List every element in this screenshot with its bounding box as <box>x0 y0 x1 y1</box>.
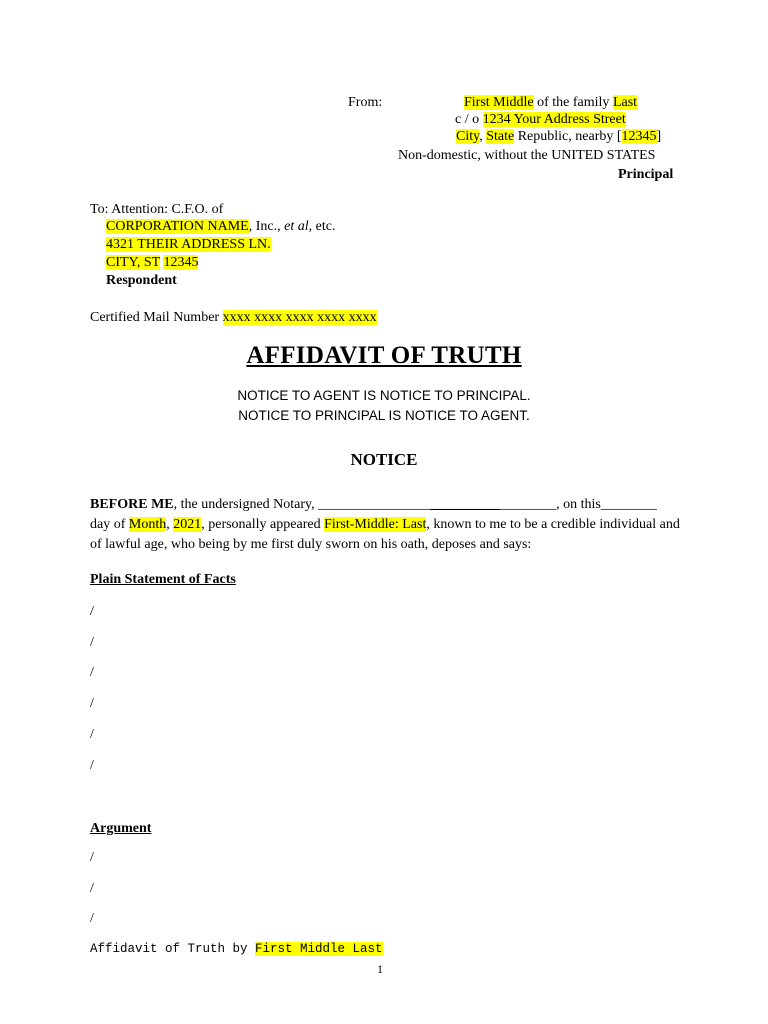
body-month: Month <box>128 517 167 532</box>
argument-slash-3: / <box>90 911 94 926</box>
argument-heading: Argument <box>90 821 152 836</box>
body-text-1b: __________ <box>430 497 501 512</box>
from-state-suffix: Republic, nearby [ <box>514 129 622 144</box>
body-year: 2021 <box>173 517 202 532</box>
to-attention: To: Attention: C.F.O. of <box>90 202 224 217</box>
argument-slash-2: / <box>90 881 94 896</box>
to-et-al: et al <box>284 219 309 234</box>
page-number: 1 <box>377 962 383 976</box>
from-city-comma: , <box>479 129 487 144</box>
from-city-line <box>456 128 661 146</box>
care-of-prefix: c / o <box>455 112 483 127</box>
footer-prefix: Affidavit of Truth by <box>90 942 256 956</box>
body-text-3: , personally appeared <box>201 517 325 532</box>
from-name-mid: of the family <box>533 95 613 110</box>
document-title: AFFIDAVIT OF TRUTH <box>246 342 522 369</box>
certified-number: xxxx xxxx xxxx xxxx xxxx <box>222 310 377 325</box>
from-non-domestic: Non-domestic, without the UNITED STATES <box>398 148 656 163</box>
body-text-4: , known to me to be a credible individual and of lawful age, who being by me first duly sworn on his oath, deposes and says: <box>90 517 680 552</box>
facts-slash-3: / <box>90 665 94 680</box>
from-care-of-line <box>455 111 626 129</box>
notice-line-1: NOTICE TO AGENT IS NOTICE TO PRINCIPAL. <box>237 388 531 403</box>
from-role: Principal <box>618 167 674 182</box>
from-address: 1234 Your Address Street <box>482 112 626 127</box>
body-text-1: , the undersigned Notary, ________________ <box>173 497 431 512</box>
facts-slash-6: / <box>90 758 94 773</box>
to-corp-mid: , Inc., <box>248 219 285 234</box>
argument-slash-1: / <box>90 850 94 865</box>
footer-line <box>90 942 383 956</box>
to-role: Respondent <box>106 273 177 288</box>
from-zip-close: ] <box>656 129 662 144</box>
from-zip: 12345 <box>621 129 657 144</box>
to-zip: 12345 <box>163 255 199 270</box>
to-address-line <box>106 236 271 254</box>
facts-slash-2: / <box>90 635 94 650</box>
facts-slash-4: / <box>90 696 94 711</box>
body-paragraph <box>90 495 680 555</box>
to-corporation-line <box>106 218 335 236</box>
body-text-1c: ________, on this________ <box>500 497 657 512</box>
from-last: Last <box>612 95 638 110</box>
from-label: From: <box>348 95 383 110</box>
to-city-st: CITY, ST <box>106 255 160 270</box>
notice-line-2: NOTICE TO PRINCIPAL IS NOTICE TO AGENT. <box>238 408 530 423</box>
from-name-line <box>464 94 637 112</box>
from-city: City <box>456 129 480 144</box>
facts-heading: Plain Statement of Facts <box>90 572 236 587</box>
to-corp-name: CORPORATION NAME <box>106 219 249 234</box>
certified-mail-line <box>90 309 377 327</box>
body-comma: , <box>166 517 174 532</box>
before-me: BEFORE ME <box>90 497 174 512</box>
to-address: 4321 THEIR ADDRESS LN. <box>106 237 271 252</box>
notice-heading: NOTICE <box>350 450 418 469</box>
body-text-2: day of <box>90 517 129 532</box>
from-state: State <box>486 129 515 144</box>
to-city-line <box>106 254 198 272</box>
facts-slash-1: / <box>90 604 94 619</box>
to-corp-end: , etc. <box>308 219 336 234</box>
body-appeared-name: First-Middle: Last <box>324 517 427 532</box>
facts-slash-5: / <box>90 727 94 742</box>
footer-name: First Middle Last <box>255 942 383 956</box>
from-first-middle: First Middle <box>464 95 534 110</box>
certified-label: Certified Mail Number <box>90 310 223 325</box>
